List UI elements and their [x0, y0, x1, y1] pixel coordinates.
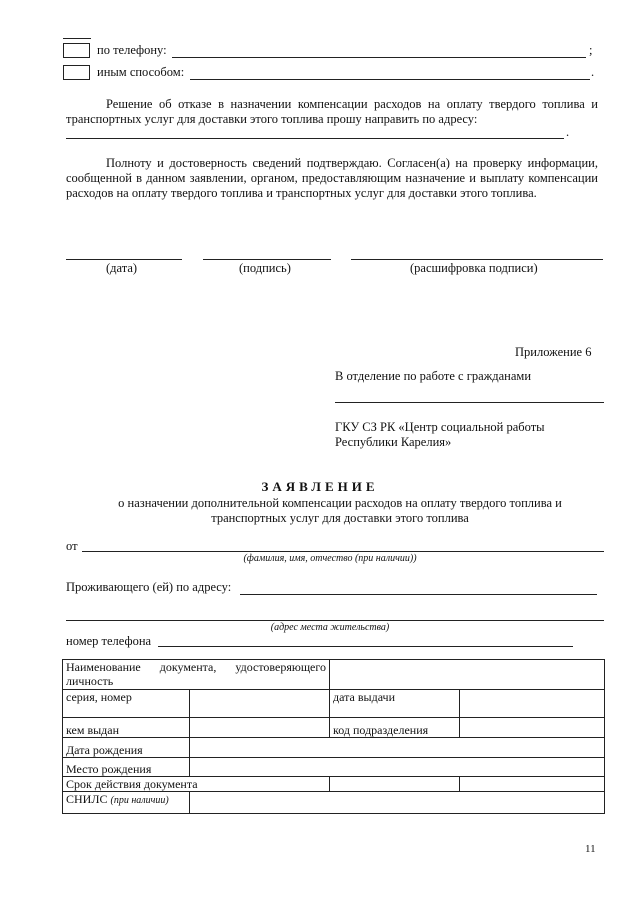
address-line-2[interactable]: [66, 620, 604, 621]
date-caption: (дата): [106, 261, 138, 275]
snils-value[interactable]: [190, 792, 605, 814]
phone-number-label: номер телефона: [66, 634, 152, 648]
issued-by-value[interactable]: [190, 718, 330, 738]
id-document-label: [63, 660, 330, 690]
issued-by-label: кем выдан: [63, 718, 190, 738]
phone-checkbox[interactable]: [63, 43, 90, 58]
addressee-line-text: В отделение по работе с гражданами: [335, 369, 532, 383]
table-row: [63, 758, 605, 777]
organization-line2: Республики Карелия»: [335, 435, 452, 449]
birth-date-label: Дата рождения: [63, 738, 190, 758]
birth-place-label: Место рождения: [63, 758, 190, 777]
decode-caption: (расшифровка подписи): [410, 261, 538, 275]
date-line[interactable]: [66, 259, 182, 260]
issue-date-value[interactable]: [460, 690, 605, 718]
refusal-end: .: [566, 125, 570, 139]
table-row: [63, 738, 605, 758]
refusal-address-line[interactable]: [66, 138, 564, 139]
id-document-value[interactable]: [330, 660, 605, 690]
validity-label: Срок действия документа: [63, 777, 330, 792]
division-code-value[interactable]: [460, 718, 605, 738]
appendix-label: Приложение 6: [515, 345, 592, 359]
refusal-paragraph: [66, 97, 598, 127]
address-hint: (адрес места жительства): [270, 622, 390, 633]
addressee-blank-line[interactable]: [335, 402, 604, 403]
snils-text: СНИЛС: [66, 792, 108, 806]
birth-date-value[interactable]: [190, 738, 605, 758]
applicant-name-line[interactable]: [82, 551, 604, 552]
snils-label: [63, 792, 190, 814]
document-title-line2: транспортных услуг для доставки этого топлива: [211, 511, 469, 525]
phone-label: по телефону:: [97, 43, 167, 57]
series-value[interactable]: [190, 690, 330, 718]
organization-line1: ГКУ СЗ РК «Центр социальной работы: [335, 420, 545, 434]
sign-line[interactable]: [203, 259, 331, 260]
table-row: [63, 792, 605, 814]
other-method-label: иным способом:: [97, 65, 185, 79]
document-title-line1: о назначении дополнительной компенсации расходов на оплату твердого топлива и: [118, 496, 562, 510]
refusal-text: Решение об отказе в назначении компенсации расходов на оплату твердого топлива и транспортных услуг для доставки этого топлива прошу направить по адресу:: [66, 97, 598, 126]
other-method-line[interactable]: [190, 79, 590, 80]
validity-extra[interactable]: [460, 777, 605, 792]
phone-number-line[interactable]: [158, 646, 573, 647]
other-method-checkbox[interactable]: [63, 65, 90, 80]
id-document-text: Наименование документа, удостоверяющего личность: [66, 660, 327, 688]
table-row: [63, 660, 605, 690]
phone-end: ;: [589, 43, 593, 57]
division-code-label: код подразделения: [330, 718, 460, 738]
snils-note: (при наличии): [110, 795, 169, 806]
sign-caption: (подпись): [239, 261, 291, 275]
document-heading: ЗАЯВЛЕНИЕ: [261, 479, 379, 494]
other-method-end: .: [591, 65, 595, 79]
validity-value[interactable]: [330, 777, 460, 792]
from-label: от: [66, 539, 78, 553]
phone-line[interactable]: [172, 57, 586, 58]
address-label: Проживающего (ей) по адресу:: [66, 580, 232, 594]
name-hint: (фамилия, имя, отчество (при наличии)): [243, 553, 417, 564]
top-stray-line: [63, 38, 91, 39]
consent-paragraph: [66, 156, 598, 201]
birth-place-value[interactable]: [190, 758, 605, 777]
series-label: серия, номер: [63, 690, 190, 718]
identity-document-table: [62, 659, 605, 814]
address-line-1[interactable]: [240, 594, 597, 595]
table-row: [63, 690, 605, 718]
table-row: [63, 777, 605, 792]
issue-date-label: дата выдачи: [330, 690, 460, 718]
page-number: 11: [585, 843, 596, 855]
consent-text: Полноту и достоверность сведений подтверждаю. Согласен(а) на проверку информации, сообщенной в данном заявлении, органом, предоставляющим назначение и выплату компенсации расходов на оплату твердого топлива и транспортных услуг для доставки этого топлива.: [66, 156, 598, 200]
table-row: [63, 718, 605, 738]
decode-line[interactable]: [351, 259, 603, 260]
